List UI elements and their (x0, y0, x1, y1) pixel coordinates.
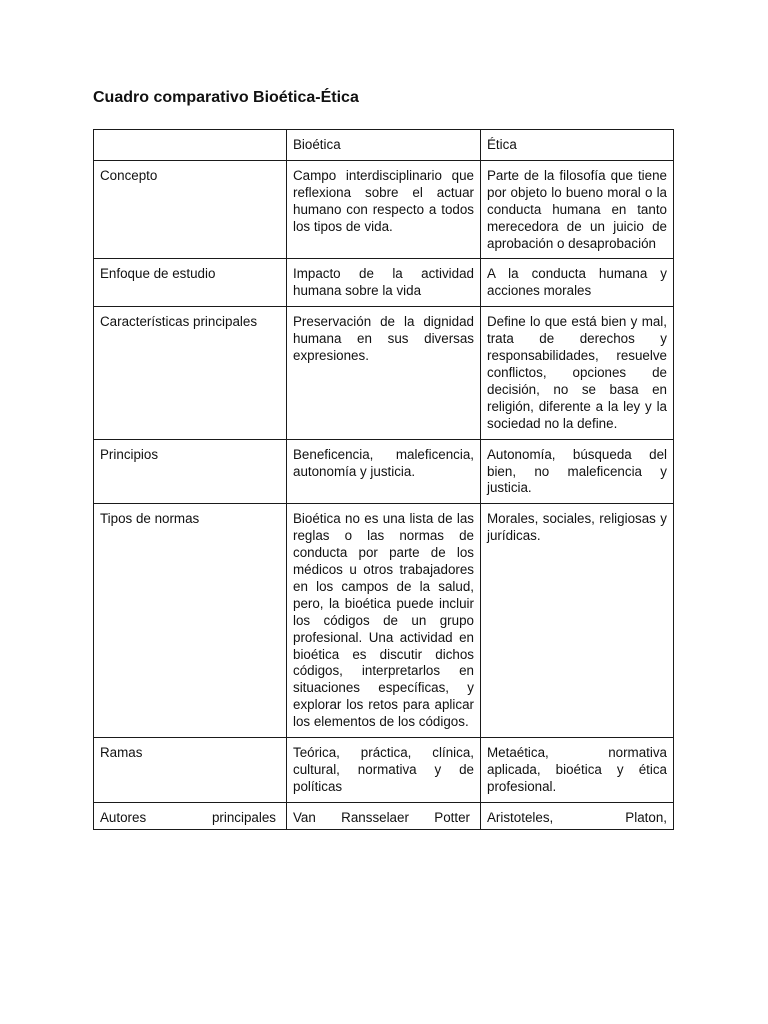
etica-cell: Parte de la filosofía que tiene por objeto lo bueno moral o la conducta humana en tanto merecedora de un juicio de aprobación o desaprobación (481, 160, 674, 259)
row-label: Tipos de normas (94, 504, 287, 738)
row-label: Principios (94, 439, 287, 504)
etica-cell: A la conducta humana y acciones morales (481, 259, 674, 307)
table-header-row (94, 130, 674, 161)
bioetica-cell: Teórica, práctica, clínica, cultural, normativa y de políticas (287, 738, 481, 803)
table-row (94, 259, 674, 307)
row-label: Ramas (94, 738, 287, 803)
table-row (94, 504, 674, 738)
row-label: Características principales (94, 307, 287, 439)
table-row (94, 738, 674, 803)
header-cell-etica: Ética (481, 130, 674, 161)
row-label: Enfoque de estudio (94, 259, 287, 307)
table-row (94, 307, 674, 439)
etica-cell: Morales, sociales, religiosas y jurídicas. (481, 504, 674, 738)
etica-cell: Aristoteles, Platon, (481, 802, 674, 829)
table-row (94, 439, 674, 504)
bioetica-cell: Bioética no es una lista de las reglas o las normas de conducta por parte de los médicos u otros trabajadores en los campos de la salud, pero, la bioética puede incluir los códigos de un grupo profesional. Una actividad en bioética es discutir dichos códigos, interpretarlos en situaciones específicas, y explorar los retos para aplicar los elementos de los códigos. (287, 504, 481, 738)
etica-cell: Autonomía, búsqueda del bien, no maleficencia y justicia. (481, 439, 674, 504)
etica-cell: Metaética, normativa aplicada, bioética y ética profesional. (481, 738, 674, 803)
comparison-table (93, 129, 674, 830)
table-row (94, 160, 674, 259)
row-label: Autores principales (94, 802, 287, 829)
header-cell-empty (94, 130, 287, 161)
bioetica-cell: Impacto de la actividad humana sobre la vida (287, 259, 481, 307)
bioetica-cell: Preservación de la dignidad humana en sus diversas expresiones. (287, 307, 481, 439)
bioetica-cell: Beneficencia, maleficencia, autonomía y justicia. (287, 439, 481, 504)
etica-cell: Define lo que está bien y mal, trata de derechos y responsabilidades, resuelve conflictos, opciones de decisión, no se basa en religión, diferente a la ley y la sociedad no la define. (481, 307, 674, 439)
bioetica-cell: Campo interdisciplinario que reflexiona sobre el actuar humano con respecto a todos los tipos de vida. (287, 160, 481, 259)
row-label: Concepto (94, 160, 287, 259)
bioetica-cell: Van Ransselaer Potter (287, 802, 481, 829)
header-cell-bioetica: Bioética (287, 130, 481, 161)
table-row (94, 802, 674, 829)
page-title: Cuadro comparativo Bioética-Ética (93, 89, 359, 106)
